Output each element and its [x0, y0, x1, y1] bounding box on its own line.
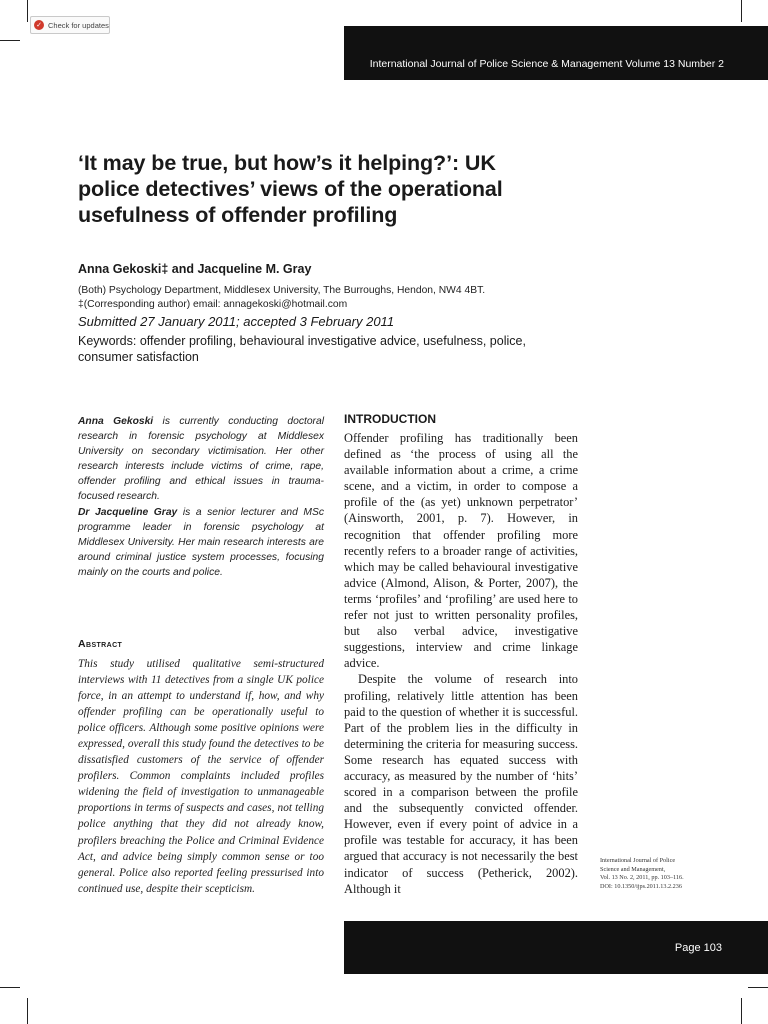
- introduction-heading: INTRODUCTION: [344, 412, 436, 426]
- crop-mark-bottom-right-horizontal: [748, 987, 768, 988]
- page-footer-banner: [344, 921, 768, 974]
- bio-author2-text: is a senior lecturer and MSc programme leader in forensic psychology at Middlesex University. Her main research interests are around criminal justice system processes, focusing mainly on the courts and police.: [78, 506, 325, 578]
- article-authors: Anna Gekoski‡ and Jacqueline M. Gray: [78, 262, 312, 276]
- journal-header-text: International Journal of Police Science & Management Volume 13 Number 2: [369, 58, 724, 70]
- page-number: Page 103: [674, 941, 722, 954]
- crop-mark-top-right-vertical: [741, 0, 742, 22]
- article-keywords: Keywords: offender profiling, behavioural investigative advice, usefulness, police, consumer satisfaction: [78, 334, 526, 364]
- author-bios: [78, 414, 324, 580]
- check-updates-icon: ✓: [34, 20, 44, 30]
- citation-sidenote: [600, 857, 720, 891]
- citation-line-4: DOI: 10.1350/ijps.2011.13.2.236: [600, 882, 682, 890]
- affiliation-line: (Both) Psychology Department, Middlesex University, The Burroughs, Hendon, NW4 4BT.: [78, 285, 486, 296]
- check-for-updates-badge[interactable]: [30, 16, 110, 34]
- crop-mark-top-left-vertical: [27, 0, 28, 22]
- crop-mark-top-left-horizontal: [0, 40, 20, 41]
- abstract-heading: Abstract: [78, 638, 123, 650]
- abstract-body: This study utilised qualitative semi-structured interviews with 11 detectives from a single UK police force, in an attempt to understand if, how, and why offender profiling can be operationally useful to police officers. Although some positive opinions were expressed, overall this study found the detectives to be dissatisfied customers of the service of offender profilers. Common complaints included profiles widening the field of investigation to unmanageable proportions in terms of suspects and cases, not telling police anything that they did not already know, profilers breaching the Police and Criminal Evidence Act, and advice being simply common sense or too general. Police also reported feeling pressurised into continued use, despite their scepticism.: [78, 658, 324, 895]
- submission-dates: Submitted 27 January 2011; accepted 3 February 2011: [78, 314, 395, 329]
- citation-line-3: Vol. 13 No. 2, 2011, pp. 103–116.: [600, 874, 684, 882]
- journal-header-banner: [344, 26, 768, 80]
- article-title: ‘It may be true, but how’s it helping?’: UK police detectives’ views of the operational usefulness of offender profiling: [78, 151, 503, 227]
- introduction-paragraph-1: Offender profiling has traditionally been defined as ‘the process of using all the available information about a crime, a crime scene, and a victim, in order to compose a profile of the (as yet) unknown perpetrator’ (Ainsworth, 2001, p. 7). However, in recognition that offender profiling more recently refers to a broader range of activities, which may be called behavioural investigative advice (Almond, Alison, & Porter, 2007), the terms ‘profiles’ and ‘profiling’ are used here to refer not just to written personality profiles, but also verbal advice, investigative suggestions, interview and crime linkage advice.: [344, 431, 578, 671]
- introduction-body: [344, 430, 578, 897]
- corresponding-author-line: ‡(Corresponding author) email: annagekoski@hotmail.com: [78, 299, 348, 310]
- bio-author1-text: is currently conducting doctoral research in forensic psychology at Middlesex University on secondary victimisation. Her other research interests include victims of crime, rape, offender profiling and ethical issues in trauma-focused research.: [78, 416, 324, 503]
- author-affiliation: [78, 284, 598, 312]
- bio-author1-name: Anna Gekoski: [78, 416, 154, 427]
- citation-line-2: Science and Management,: [600, 865, 666, 873]
- crop-mark-bottom-left-horizontal: [0, 987, 20, 988]
- bio-author2-name: Dr Jacqueline Gray: [78, 506, 178, 518]
- crop-mark-bottom-left-vertical: [27, 998, 28, 1024]
- citation-line-1: International Journal of Police: [600, 857, 676, 864]
- check-for-updates-label: Check for updates: [48, 20, 109, 30]
- introduction-paragraph-2: Despite the volume of research into profiling, relatively little attention has been paid to the question of whether it is successful. Part of the problem lies in the difficulty in determining the criteria for measuring success. Some research has equated success with accuracy, as measured by the number of ‘hits’ scored in a comparison between the profile and the subsequently convicted offender. However, even if every point of advice in a profile was testable for accuracy, it has been argued that accuracy is not necessarily the best indicator of success (Petherick, 2002). Although it: [344, 672, 578, 896]
- crop-mark-bottom-right-vertical: [741, 998, 742, 1024]
